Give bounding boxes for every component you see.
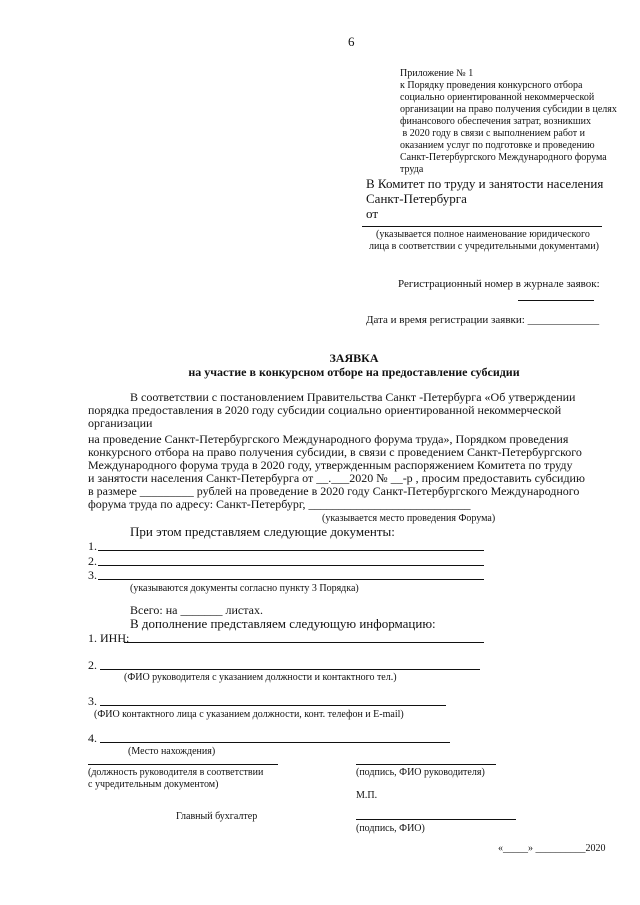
signature-line bbox=[356, 764, 496, 765]
doc-item-2: 2. bbox=[88, 554, 97, 568]
signature-note: (подпись, ФИО руководителя) bbox=[356, 767, 485, 778]
body-line: Международного форума труда в 2020 году, утвержденным распоряжением Комитета по труду bbox=[88, 458, 573, 472]
item3-line bbox=[100, 705, 446, 706]
appendix-line: финансового обеспечения затрат, возникших bbox=[400, 116, 591, 127]
inn-line bbox=[124, 642, 484, 643]
item4-note: (Место нахождения) bbox=[128, 746, 216, 757]
appendix-line: в 2020 году в связи с выполнением работ и bbox=[400, 128, 585, 139]
registration-date-label: Дата и время регистрации заявки: _____________ bbox=[366, 314, 600, 326]
body-line: и занятости населения Санкт-Петербурга от __.___2020 № __-р , просим предоставить субсидию bbox=[88, 471, 585, 485]
document-title: ЗАЯВКА bbox=[329, 351, 379, 365]
addressee-from: от bbox=[366, 206, 379, 221]
appendix-line: организации на право получения субсидии в целях bbox=[400, 104, 617, 115]
addressee-line1: В Комитет по труду и занятости населения bbox=[366, 176, 604, 191]
info-item-2: 2. bbox=[88, 658, 97, 672]
body-line: в размере _________ рублей на проведение в 2020 году Санкт-Петербургского Международного bbox=[88, 484, 580, 498]
total-sheets: Всего: на _______ листах. bbox=[130, 603, 263, 617]
body-line: на проведение Санкт-Петербургского Международного форума труда», Порядком проведения bbox=[88, 432, 569, 446]
body-line: порядка предоставления в 2020 году субсидии социально ориентированной некоммерческой bbox=[88, 403, 562, 417]
position-note2: с учредительным документом) bbox=[88, 779, 219, 790]
info-intro: В дополнение представляем следующую информацию: bbox=[130, 616, 436, 631]
body-line: конкурсного отбора на право получения субсидии, в связи с проведением Санкт-Петербургского bbox=[88, 445, 582, 459]
appendix-line: труда bbox=[400, 164, 424, 175]
position-line bbox=[88, 764, 278, 765]
addressee-line bbox=[362, 226, 602, 227]
item4-line bbox=[100, 742, 450, 743]
docs-note: (указываются документы согласно пункту 3 Порядка) bbox=[130, 583, 359, 594]
body-line: организации bbox=[88, 416, 153, 430]
document-subtitle: на участие в конкурсном отборе на предоставление субсидии bbox=[188, 365, 520, 379]
info-item-inn: 1. ИНН: bbox=[88, 631, 130, 645]
item3-note: (ФИО контактного лица с указанием должности, конт. телефон и E-mail) bbox=[94, 709, 404, 720]
appendix-line: к Порядку проведения конкурсного отбора bbox=[400, 80, 583, 91]
addressee-line2: Санкт-Петербурга bbox=[366, 191, 467, 206]
body-line: форума труда по адресу: Санкт-Петербург, ___________________________ bbox=[88, 497, 471, 511]
doc-line-2 bbox=[98, 565, 484, 566]
doc-line-1 bbox=[98, 550, 484, 551]
page-number: 6 bbox=[348, 34, 355, 49]
docs-intro: При этом представляем следующие документы: bbox=[130, 524, 395, 539]
stamp-label: М.П. bbox=[356, 790, 378, 801]
registration-number-label: Регистрационный номер в журнале заявок: bbox=[398, 278, 600, 290]
body-line: В соответствии с постановлением Правительства Санкт -Петербурга «Об утверждении bbox=[130, 390, 576, 404]
addressee-note2: лица в соответствии с учредительными документами) bbox=[369, 241, 599, 252]
appendix-title: Приложение № 1 bbox=[400, 68, 474, 79]
venue-note: (указывается место проведения Форума) bbox=[322, 513, 496, 524]
info-item-4: 4. bbox=[88, 731, 97, 745]
accountant-signature-line bbox=[356, 819, 516, 820]
date-field: «_____» __________2020 bbox=[498, 843, 606, 854]
item2-note: (ФИО руководителя с указанием должности и контактного тел.) bbox=[124, 672, 397, 683]
doc-item-3: 3. bbox=[88, 568, 97, 582]
appendix-block bbox=[400, 68, 630, 176]
accountant-signature-note: (подпись, ФИО) bbox=[356, 823, 425, 834]
addressee-note1: (указывается полное наименование юридического bbox=[376, 229, 590, 240]
info-item-3: 3. bbox=[88, 694, 97, 708]
position-note1: (должность руководителя в соответствии bbox=[88, 767, 264, 778]
chief-accountant-label: Главный бухгалтер bbox=[176, 811, 258, 822]
appendix-line: Санкт-Петербургского Международного форума bbox=[400, 152, 607, 163]
doc-item-1: 1. bbox=[88, 539, 97, 553]
doc-line-3 bbox=[98, 579, 484, 580]
appendix-line: социально ориентированной некоммерческой bbox=[400, 92, 595, 103]
item2-line bbox=[100, 669, 480, 670]
registration-number-line bbox=[518, 300, 594, 301]
appendix-line: оказанием услуг по подготовке и проведению bbox=[400, 140, 595, 151]
